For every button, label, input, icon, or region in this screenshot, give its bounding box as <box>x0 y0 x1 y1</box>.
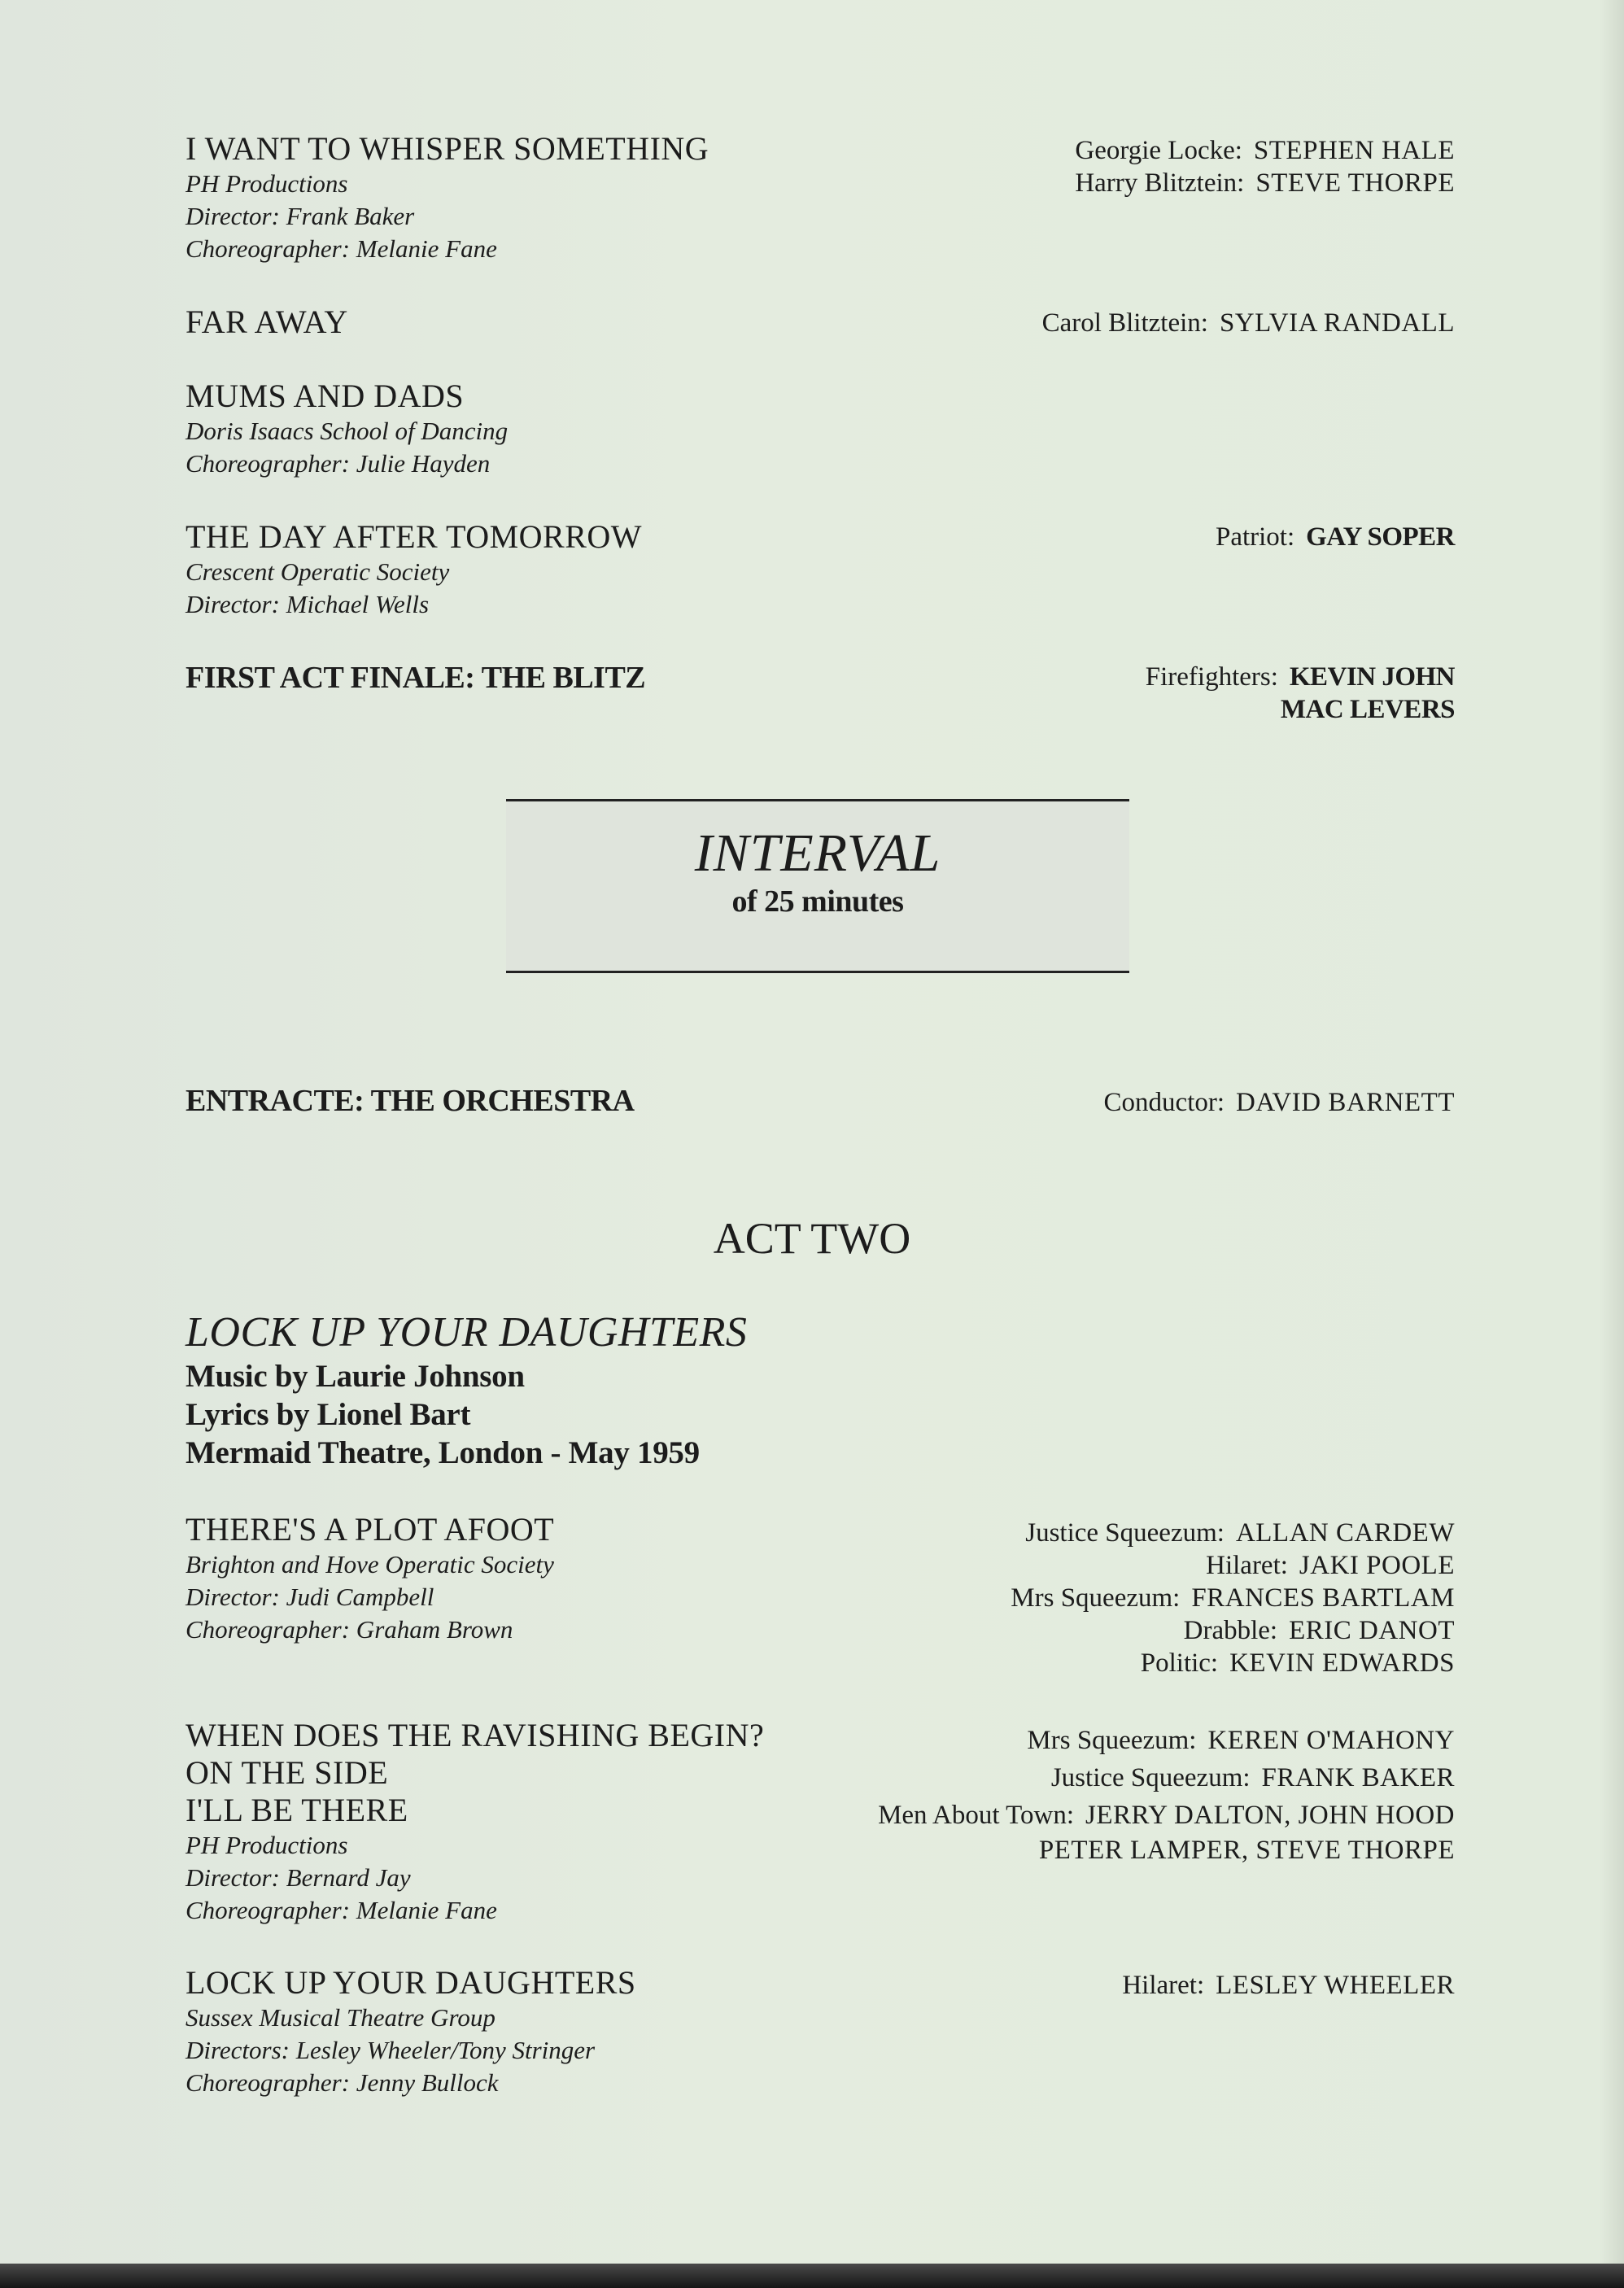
cast-line <box>1011 1549 1455 1582</box>
song-title: I WANT TO WHISPER SOMETHING <box>186 130 709 167</box>
cast-plot-afoot <box>1011 1517 1455 1679</box>
director-credit: Director: Judi Campbell <box>186 1583 434 1611</box>
actor: ALLAN CARDEW <box>1235 1518 1455 1548</box>
number-ravishing-medley <box>186 1717 764 1927</box>
song-title: ON THE SIDE <box>186 1754 389 1791</box>
director-credit: Director: Michael Wells <box>186 590 430 618</box>
number-plot-afoot <box>186 1511 554 1646</box>
page-bottom-edge <box>0 2264 1624 2288</box>
actor: GAY SOPER <box>1306 522 1455 552</box>
interval-box <box>506 799 1129 973</box>
cast-line <box>1146 661 1455 693</box>
interval-duration: of 25 minutes <box>731 884 904 919</box>
role: Hilaret: <box>1122 1971 1205 2000</box>
song-title: FIRST ACT FINALE: THE BLITZ <box>186 661 646 695</box>
cast-line <box>1011 1582 1455 1614</box>
role: Justice Squeezum: <box>1025 1518 1225 1548</box>
number-day-after-tomorrow <box>186 518 642 621</box>
interval-title: INTERVAL <box>694 823 941 883</box>
director-credit: Directors: Lesley Wheeler/Tony Stringer <box>186 2036 596 2064</box>
song-title: I'LL BE THERE <box>186 1792 408 1828</box>
choreographer-credit: Choreographer: Graham Brown <box>186 1615 513 1644</box>
actor: KEVIN EDWARDS <box>1229 1648 1455 1678</box>
cast-line <box>878 1797 1455 1834</box>
cast-line <box>878 1834 1455 1867</box>
choreographer-credit: Choreographer: Melanie Fane <box>186 1896 497 1924</box>
cast-line <box>1075 167 1455 199</box>
actor: PETER LAMPER, STEVE THORPE <box>1038 1836 1455 1865</box>
show-info <box>186 1308 747 1472</box>
company: Doris Isaacs School of Dancing <box>186 417 509 445</box>
company: Crescent Operatic Society <box>186 557 450 586</box>
actor: DAVID BARNETT <box>1236 1088 1455 1117</box>
role: Patriot: <box>1215 522 1295 552</box>
director-credit: Director: Bernard Jay <box>186 1863 411 1892</box>
song-title: WHEN DOES THE RAVISHING BEGIN? <box>186 1717 765 1753</box>
cast-line <box>1075 134 1455 167</box>
number-first-act-finale <box>186 659 645 696</box>
cast-line <box>1042 307 1455 339</box>
actor: KEVIN JOHN <box>1289 662 1455 692</box>
role: Carol Blitztein: <box>1041 308 1208 338</box>
cast-line <box>878 1759 1455 1797</box>
cast-line <box>1011 1647 1455 1679</box>
cast-ravishing-medley <box>878 1722 1455 1867</box>
company: Brighton and Hove Operatic Society <box>186 1550 554 1578</box>
director-credit: Director: Frank Baker <box>186 202 415 230</box>
number-far-away <box>186 303 348 341</box>
number-mums-and-dads <box>186 378 508 480</box>
show-title: LOCK UP YOUR DAUGHTERS <box>186 1309 748 1356</box>
entracte-title: ENTRACTE: THE ORCHESTRA <box>186 1084 635 1118</box>
role: Politic: <box>1140 1648 1219 1678</box>
cast-line <box>1011 1517 1455 1549</box>
cast-line <box>1146 693 1455 726</box>
role: Firefighters: <box>1145 662 1278 692</box>
actor: STEPHEN HALE <box>1253 136 1455 165</box>
actor: MAC LEVERS <box>1280 695 1455 724</box>
role: Drabble: <box>1183 1616 1278 1645</box>
actor: SYLVIA RANDALL <box>1219 308 1455 338</box>
song-title: LOCK UP YOUR DAUGHTERS <box>186 1964 636 2001</box>
role: Justice Squeezum: <box>1050 1763 1251 1792</box>
cast-line <box>878 1722 1455 1759</box>
actor: ERIC DANOT <box>1289 1616 1455 1645</box>
cast-line <box>1011 1614 1455 1647</box>
cast-line <box>1122 1969 1455 2002</box>
number-whisper <box>186 130 709 265</box>
actor: FRANK BAKER <box>1261 1763 1455 1792</box>
show-lyrics: Lyrics by Lionel Bart <box>186 1397 471 1432</box>
cast-far-away <box>1042 307 1455 339</box>
choreographer-credit: Choreographer: Jenny Bullock <box>186 2068 499 2097</box>
song-title: FAR AWAY <box>186 303 348 340</box>
cast-first-act-finale <box>1146 661 1455 726</box>
cast-line <box>1216 521 1455 553</box>
role: Hilaret: <box>1206 1551 1288 1580</box>
cast-day-after-tomorrow <box>1216 521 1455 553</box>
show-premiere: Mermaid Theatre, London - May 1959 <box>186 1435 700 1470</box>
role: Georgie Locke: <box>1075 136 1242 165</box>
song-title: THE DAY AFTER TOMORROW <box>186 518 643 555</box>
act-two-heading: ACT TWO <box>713 1214 911 1263</box>
actor: JERRY DALTON, JOHN HOOD <box>1085 1801 1455 1830</box>
choreographer-credit: Choreographer: Julie Hayden <box>186 449 491 478</box>
actor: KEREN O'MAHONY <box>1207 1726 1455 1755</box>
role: Mrs Squeezum: <box>1027 1726 1197 1755</box>
cast-whisper <box>1075 134 1455 199</box>
song-title: THERE'S A PLOT AFOOT <box>186 1511 555 1548</box>
entracte <box>186 1082 635 1120</box>
company: Sussex Musical Theatre Group <box>186 2003 495 2032</box>
show-music: Music by Laurie Johnson <box>186 1359 525 1394</box>
actor: FRANCES BARTLAM <box>1191 1583 1455 1613</box>
song-title: MUMS AND DADS <box>186 378 465 414</box>
actor: LESLEY WHEELER <box>1216 1971 1455 2000</box>
role: Men About Town: <box>878 1801 1074 1830</box>
role: Conductor: <box>1103 1088 1225 1117</box>
cast-line <box>1104 1086 1455 1119</box>
page-edge-shadow <box>1600 0 1624 2288</box>
actor: STEVE THORPE <box>1255 168 1455 198</box>
role: Harry Blitztein: <box>1075 168 1245 198</box>
role: Mrs Squeezum: <box>1011 1583 1181 1613</box>
company: PH Productions <box>186 169 348 198</box>
choreographer-credit: Choreographer: Melanie Fane <box>186 234 497 263</box>
number-lock-up-your-daughters <box>186 1964 636 2099</box>
cast-lock-up-your-daughters <box>1122 1969 1455 2002</box>
cast-entracte <box>1104 1086 1455 1119</box>
company: PH Productions <box>186 1831 348 1859</box>
actor: JAKI POOLE <box>1299 1551 1455 1580</box>
